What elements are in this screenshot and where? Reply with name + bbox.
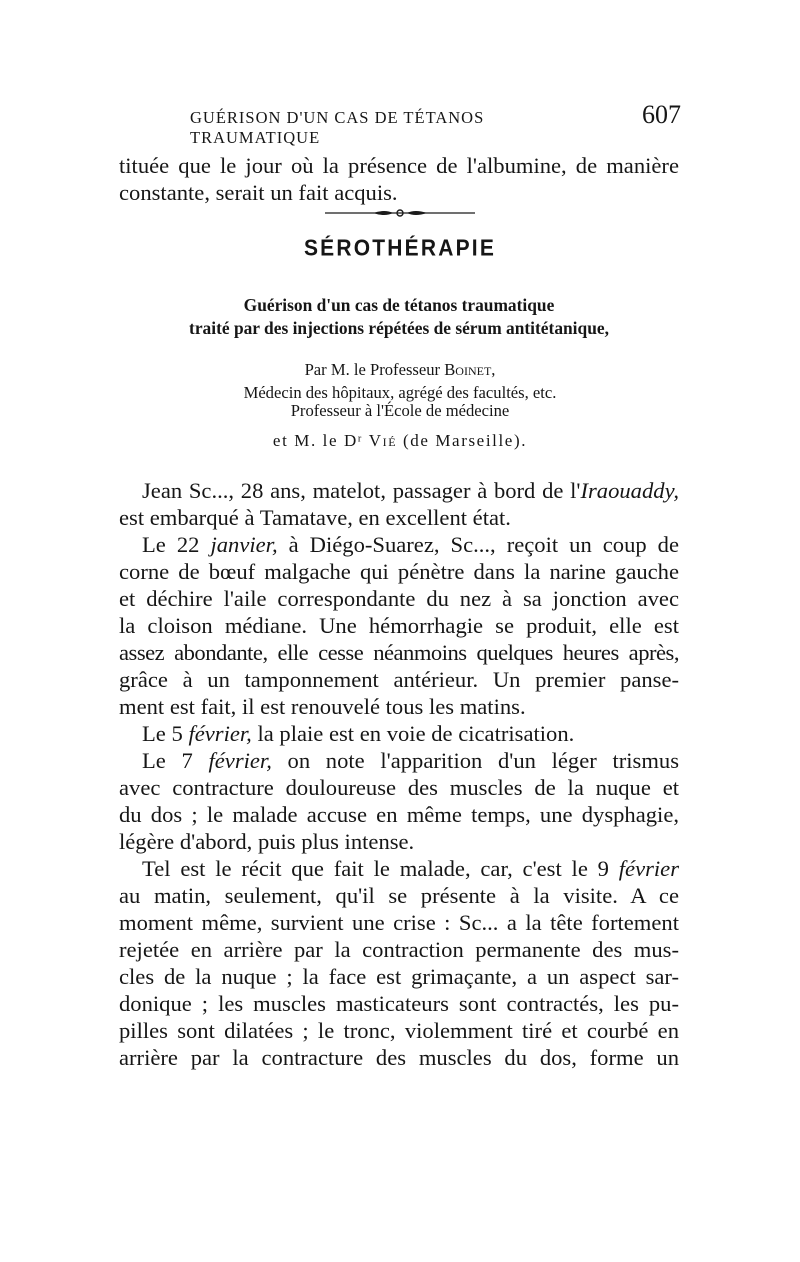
body-line-20: donique ; les muscles masticateurs sont contractés, les pu- — [119, 991, 679, 1016]
continuation-line-1: tituée que le jour où la présence de l'albumine, de manière — [119, 153, 679, 178]
continuation-line-2: constante, serait un fait acquis. — [119, 180, 398, 205]
author-line — [0, 360, 800, 380]
author-prefix: Par M. le Professeur — [304, 360, 441, 379]
coauthor-prefix: et M. le D — [272, 431, 358, 450]
article-title-line-1: Guérison d'un cas de tétanos traumatique — [243, 295, 555, 315]
coauthor-title-sup: r — [357, 433, 363, 445]
body-line-14: légère d'abord, puis plus intense. — [119, 829, 415, 854]
body-line-15: Tel est le récit que fait le malade, car, c'est le 9 février — [142, 856, 679, 881]
running-head: GUÉRISON D'UN CAS DE TÉTANOS TRAUMATIQUE — [190, 108, 485, 147]
body-line-3: Le 22 janvier, à Diégo-Suarez, Sc..., reçoit un coup de — [142, 532, 679, 557]
article-title-line-2: traité par des injections répétées de sérum antitétanique, — [189, 318, 609, 338]
body-line-12: avec contracture douloureuse des muscles de la nuque et — [119, 775, 679, 800]
author-name: Boinet, — [444, 360, 496, 379]
body-line-1: Jean Sc..., 28 ans, matelot, passager à bord de l'Iraouaddy, — [142, 478, 679, 503]
section-title: SÉROTHÉRAPIE — [303, 235, 497, 262]
body-line-5: et déchire l'aile correspondante du nez à sa jonction avec — [119, 586, 679, 611]
author-affiliation-1: Médecin des hôpitaux, agrégé des facultés, etc. — [243, 383, 557, 402]
coauthor-name: Vié — [368, 431, 398, 450]
coauthor-suffix: (de Marseille). — [402, 431, 528, 450]
body-line-16: au matin, seulement, qu'il se présente à la visite. A ce — [119, 883, 679, 908]
body-line-10: Le 5 février, la plaie est en voie de cicatrisation. — [142, 721, 575, 746]
body-line-4: corne de bœuf malgache qui pénètre dans la narine gauche — [119, 559, 679, 584]
author-affiliation-2: Professeur à l'École de médecine — [290, 401, 510, 420]
body-line-2: est embarqué à Tamatave, en excellent état. — [119, 505, 511, 530]
body-line-7: assez abondante, elle cesse néanmoins quelques heures après, — [119, 640, 679, 665]
body-line-19: cles de la nuque ; la face est grimaçante, a un aspect sar- — [119, 964, 679, 989]
body-line-17: moment même, survient une crise : Sc... a la tête fortement — [119, 910, 679, 935]
body-line-22: arrière par la contracture des muscles du dos, forme un — [119, 1045, 679, 1070]
body-line-9: ment est fait, il est renouvelé tous les matins. — [119, 694, 526, 719]
body-line-11: Le 7 février, on note l'apparition d'un léger trismus — [142, 748, 679, 773]
section-divider-ornament — [325, 206, 475, 220]
body-line-18: rejetée en arrière par la contraction permanente des mus- — [119, 937, 679, 962]
body-line-13: du dos ; le malade accuse en même temps, une dysphagie, — [119, 802, 679, 827]
page-number: 607 — [642, 100, 681, 129]
body-line-8: grâce à un tamponnement antérieur. Un premier panse- — [119, 667, 679, 692]
coauthor-line — [0, 431, 800, 451]
body-line-6: la cloison médiane. Une hémorrhagie se produit, elle est — [119, 613, 679, 638]
body-line-21: pilles sont dilatées ; le tronc, violemment tiré et courbé en — [119, 1018, 679, 1043]
